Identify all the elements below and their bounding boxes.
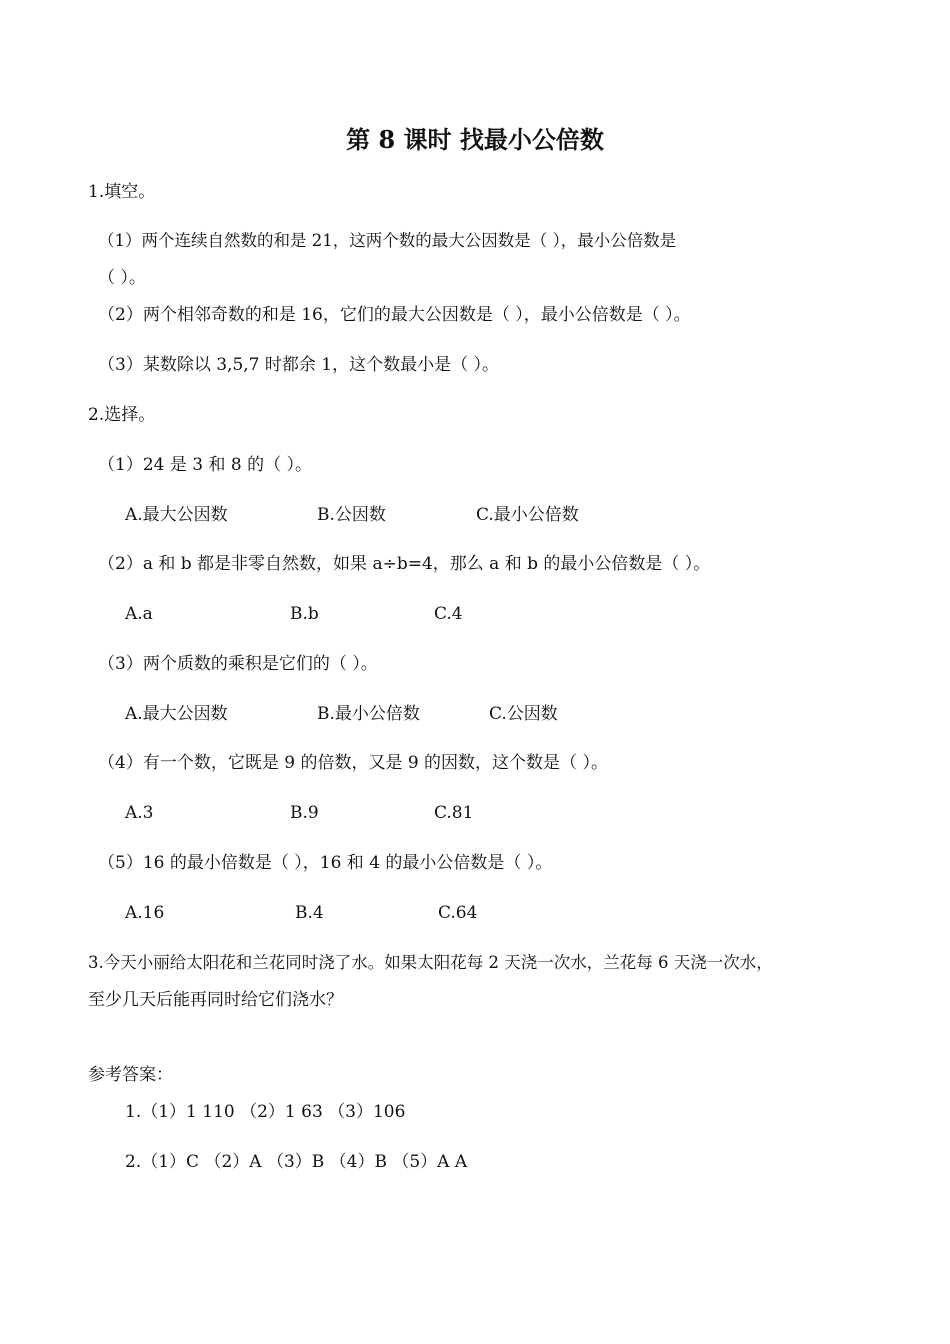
question-1-1-line-1: （1）两个连续自然数的和是 21，这两个数的最大公因数是（ ），最小公倍数是 xyxy=(98,231,677,250)
option-2-2-c: C.4 xyxy=(434,604,463,624)
option-2-5-b: B.4 xyxy=(295,903,324,923)
question-2-4: （4）有一个数，它既是 9 的倍数，又是 9 的因数，这个数是（ ）。 xyxy=(98,753,608,773)
question-2-1: （1）24 是 3 和 8 的（ ）。 xyxy=(98,455,313,475)
option-2-2-a: A.a xyxy=(125,604,153,624)
answers-heading: 参考答案： xyxy=(88,1065,173,1085)
answers-line-1: 1.（1）1 110 （2）1 63 （3）106 xyxy=(125,1102,406,1122)
question-1-1-line-2: （ ）。 xyxy=(98,268,146,288)
option-2-1-c: C.最小公倍数 xyxy=(476,505,579,525)
option-2-5-a: A.16 xyxy=(125,903,165,923)
question-3-line-2: 至少几天后能再同时给它们浇水？ xyxy=(88,990,343,1010)
option-2-4-a: A.3 xyxy=(125,803,154,823)
option-2-4-c: C.81 xyxy=(434,803,474,823)
question-1-2: （2）两个相邻奇数的和是 16，它们的最大公因数是（ ），最小公倍数是（ ）。 xyxy=(98,305,691,325)
option-2-3-c: C.公因数 xyxy=(489,704,558,724)
option-2-3-a: A.最大公因数 xyxy=(125,704,228,724)
question-2-2: （2）a 和 b 都是非零自然数，如果 a÷b=4，那么 a 和 b 的最小公倍数是（ ）。 xyxy=(98,554,711,574)
option-2-1-b: B.公因数 xyxy=(317,505,386,525)
option-2-3-b: B.最小公倍数 xyxy=(317,704,420,724)
option-2-2-b: B.b xyxy=(290,604,319,624)
option-2-5-c: C.64 xyxy=(438,903,478,923)
question-1-3: （3）某数除以 3,5,7 时都余 1，这个数最小是（ ）。 xyxy=(98,355,500,375)
answers-line-2: 2.（1）C （2）A （3）B （4）B （5）A A xyxy=(125,1152,468,1172)
question-3-line-1: 3.今天小丽给太阳花和兰花同时浇了水。如果太阳花每 2 天浇一次水，兰花每 6 天浇一次水， xyxy=(88,953,773,972)
page-title: 第 8 课时 找最小公倍数 xyxy=(346,125,604,154)
option-2-4-b: B.9 xyxy=(290,803,319,823)
section-1-heading: 1.填空。 xyxy=(88,182,156,202)
option-2-1-a: A.最大公因数 xyxy=(125,505,228,525)
question-2-5: （5）16 的最小倍数是（ ），16 和 4 的最小公倍数是（ ）。 xyxy=(98,853,553,873)
question-2-3: （3）两个质数的乘积是它们的（ ）。 xyxy=(98,654,378,674)
section-2-heading: 2.选择。 xyxy=(88,405,156,425)
